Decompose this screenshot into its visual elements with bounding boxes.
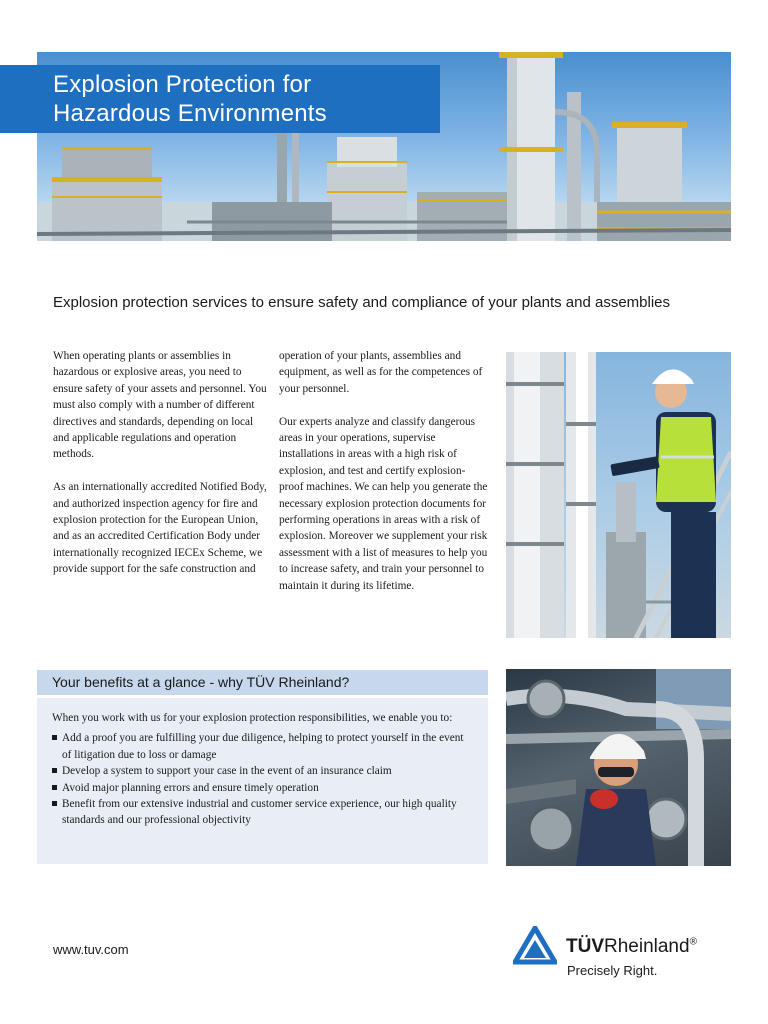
list-item bbox=[52, 730, 474, 763]
body-column-1 bbox=[53, 348, 268, 594]
benefit-text: Avoid major planning errors and ensure timely operation bbox=[62, 781, 319, 794]
logo-tagline: Precisely Right. bbox=[567, 963, 658, 978]
title-band bbox=[0, 65, 440, 133]
benefits-box bbox=[37, 698, 488, 864]
benefit-text: Add a proof you are fulfilling your due diligence, helping to protect yourself in the event of litigation due to loss or damage bbox=[62, 732, 464, 761]
registered-mark: ® bbox=[689, 936, 697, 948]
body-paragraph: When operating plants or assemblies in hazardous or explosive areas, you need to ensure safety of your assets and personnel. You must also comply with a number of different directives and standards, depending on local and applicable regulations and operation methods. bbox=[53, 350, 267, 461]
list-item bbox=[52, 796, 474, 829]
benefit-text: Benefit from our extensive industrial and customer service experience, our high quality standards and our professional objectivity bbox=[62, 798, 457, 827]
list-item bbox=[52, 763, 474, 779]
page-subtitle: Explosion protection services to ensure safety and compliance of your plants and assemblies bbox=[53, 294, 670, 311]
list-item bbox=[52, 780, 474, 796]
bullet-icon bbox=[52, 768, 57, 773]
logo-rest: Rheinland bbox=[604, 936, 690, 957]
valves-illustration bbox=[506, 669, 731, 866]
benefit-text: Develop a system to support your case in the event of an insurance claim bbox=[62, 765, 392, 778]
worker-illustration bbox=[506, 352, 731, 638]
worker-photo bbox=[506, 352, 731, 638]
valves-photo bbox=[506, 669, 731, 866]
bullet-icon bbox=[52, 785, 57, 790]
bullet-icon bbox=[52, 801, 57, 806]
benefits-heading: Your benefits at a glance - why TÜV Rheinland? bbox=[37, 670, 488, 695]
body-paragraph: Our experts analyze and classify dangerous areas in your operations, supervise installations in areas with a high risk of explosion, and test and certify explosion-proof machines. We can help you generate the necessary explosion protection documents for performing operations in areas with a risk of explosion. Moreover we supplement your risk assessment with a list of measures to help you to increase safety, and train your personnel to maintain it during its lifetime. bbox=[279, 415, 488, 592]
benefits-list bbox=[52, 730, 474, 828]
logo-wordmark bbox=[566, 936, 697, 958]
tuv-rheinland-logo bbox=[513, 924, 743, 984]
bullet-icon bbox=[52, 735, 57, 740]
triangle-logo-icon bbox=[513, 926, 557, 966]
logo-bold: TÜV bbox=[566, 936, 604, 957]
footer-url: www.tuv.com bbox=[53, 942, 129, 957]
page-title-line2: Hazardous Environments bbox=[53, 100, 327, 127]
body-column-2 bbox=[279, 348, 489, 610]
body-paragraph: As an internationally accredited Notified Body, and authorized inspection agency for fire and explosion protection for the European Union, and as an accredited Certification Body under internationally recognized IECEx Scheme, we provide support for the safe construction and bbox=[53, 481, 267, 576]
body-paragraph: operation of your plants, assemblies and equipment, as well as for the competences of your personnel. bbox=[279, 350, 483, 395]
benefits-intro: When you work with us for your explosion protection responsibilities, we enable you to: bbox=[52, 712, 453, 724]
page-title-line1: Explosion Protection for bbox=[53, 71, 312, 98]
